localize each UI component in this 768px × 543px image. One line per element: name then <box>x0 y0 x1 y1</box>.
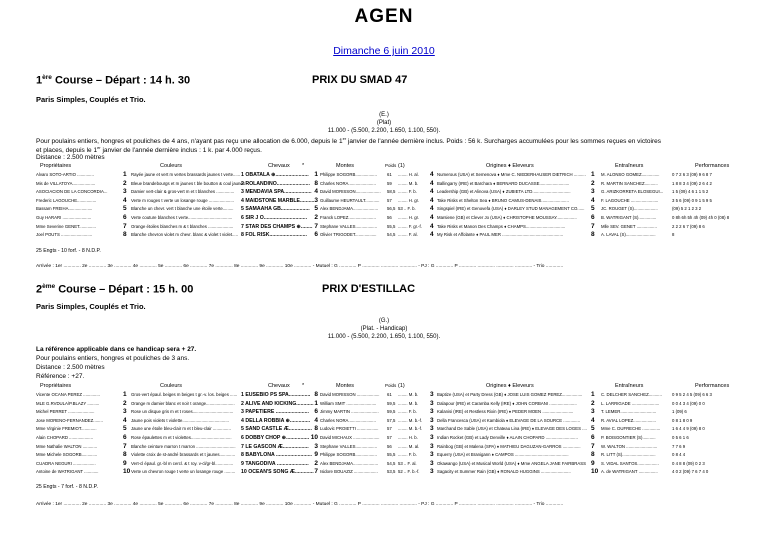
cell-trainer: C. DELCHER SANCHEZ........... <box>601 392 662 397</box>
cell-tn: 8 <box>591 231 595 239</box>
cell-cn: 8 <box>314 391 318 398</box>
cell-n: 7 <box>123 222 127 230</box>
cell-cn: 6 <box>314 231 318 239</box>
cell-perf: 2 2 2 6 7 (09) 8 6 <box>672 223 705 229</box>
cell-origins: Baptize (USA) et Party Dress (GB) ♦ JOSE LUIS GOMEZ PEREZ................. <box>437 392 583 397</box>
cell-jockey: Ludovic PROIETTI .................. <box>320 426 379 432</box>
cell-colors: Rose un disque gris m et t roses.................................. <box>131 409 234 415</box>
table-row <box>0 425 768 433</box>
cell-origins: Dalapour (IRE) et Caramba Kelly (IRE) ♦ JOHN CORBANI ....................... <box>437 400 577 406</box>
cell-owner: Mis de VILLATOYA................... <box>36 180 96 186</box>
cell-trainer: S. VIDAL SANTOS.................. <box>601 460 659 466</box>
c2-hdr-one: (1) <box>398 383 405 389</box>
course1-bets: Paris Simples, Couplés et Trio. <box>36 95 146 104</box>
cell-tn: 4 <box>591 196 595 204</box>
cell-perf: 8 <box>672 232 675 238</box>
cell-jockey: Charles NORA....................... <box>320 417 376 423</box>
cell-owner: Mme Severine GENET.............. <box>36 223 96 229</box>
cell-poids: 54,5 <box>387 232 396 238</box>
cell-colors: Orange m damier blanc et noir t orange........................ <box>131 400 235 406</box>
cell-extra: ........ F. al. <box>398 232 418 238</box>
cell-cn: 4 <box>314 188 318 196</box>
cell-poids: 57,5 <box>387 417 396 423</box>
cell-poids: 54,5 <box>387 460 396 466</box>
cell-n: 3 <box>123 408 127 416</box>
cell-trainer: P. BOISGONTIER (S)........... <box>601 435 656 440</box>
table-row <box>0 231 768 239</box>
cell-on: 3 <box>430 468 434 476</box>
course1-prix: PRIX DU SMAD 47 <box>312 74 408 86</box>
cell-extra: ........ M. b. <box>398 400 419 406</box>
cell-tn: 3 <box>591 188 595 196</box>
cell-cn: 5 <box>314 205 318 213</box>
cell-jockey: Franck LOPEZ....................... <box>320 215 376 220</box>
course1-distance: Distance : 2.500 mètres <box>36 154 105 161</box>
cell-trainer: JC. ROUGET (S).................... <box>601 206 658 212</box>
cell-horse: 6 SIR J O.............................. <box>241 215 308 221</box>
table-row <box>0 171 768 179</box>
cell-extra: 53 .. F. b. <box>398 206 416 212</box>
c1-hdr-montes: Montes <box>336 163 355 169</box>
cell-on: 4 <box>430 188 434 196</box>
course1-heading: 1ère Course – Départ : 14 h. 30 <box>36 74 191 87</box>
cell-cn: 3 <box>314 442 318 450</box>
c2-hdr-couleurs: Couleurs <box>160 383 183 389</box>
cell-colors: Blanche ceinture marron t marron ................................. <box>131 443 236 449</box>
cell-jockey: Stephane VALLES.................. <box>320 443 378 449</box>
cell-tn: 1 <box>591 391 595 398</box>
cell-cn: 7 <box>314 468 318 476</box>
c1-hdr-star: * <box>302 163 305 169</box>
cell-colors: Rose épaulettes m et t violettes.................................. <box>131 435 232 440</box>
cell-jockey: David MORISSON ................... <box>320 392 380 397</box>
cell-owner: Joel POUTS .......................... <box>36 232 93 238</box>
cell-origins: Leadership (GB) et Alinova (USA) ♦ ZUBIETA LTD................................ <box>437 189 571 195</box>
cell-origins: Sagacity et Summer Rain (GB) ♦ RONALD HUGGINS ......................... <box>437 469 571 475</box>
c2-hdr-origines: Origines ♦ Eleveurs <box>486 383 534 389</box>
cell-tn: 5 <box>591 205 595 213</box>
cell-n: 1 <box>123 171 127 178</box>
cell-extra: ........ H. b. <box>398 435 418 440</box>
cell-trainer: Mlle SEV. GENET ................. <box>601 223 657 229</box>
cell-n: 8 <box>123 231 127 239</box>
cell-on: 4 <box>430 231 434 239</box>
cell-n: 7 <box>123 442 127 450</box>
c1-hdr-one: (1) <box>398 163 405 169</box>
cell-horse: 8 FOL RISK.......................... <box>241 232 307 239</box>
cell-colors: Damier vert-clair & gros-vert m et t blanches ............... <box>131 189 235 195</box>
cell-trainer: Mme C. DUFRECHE ............... <box>601 426 661 432</box>
course2-distance: Distance : 2.500 mètres <box>36 364 105 371</box>
course1-allocation: 11.000 - (5.500, 2.200, 1.650, 1.100, 550). <box>327 128 441 134</box>
cell-trainer: R. LITT (S)............................ <box>601 452 656 458</box>
course2-conditions-1: La référence applicable dans ce handicap sera + 27. <box>36 346 197 353</box>
table-row <box>0 188 768 196</box>
cell-on: 3 <box>430 459 434 467</box>
cell-on: 3 <box>430 434 434 441</box>
c1-hdr-proprietaires: Propriétaires <box>40 163 72 169</box>
cell-cn: 2 <box>314 214 318 221</box>
cell-extra: 52 .. F. b.-f. <box>398 469 420 475</box>
cell-tn: 9 <box>591 459 595 467</box>
cell-horse: 7 STAR DES CHAMPS ⊕........ <box>241 223 313 230</box>
cell-poids: 58,5 <box>387 189 396 195</box>
cell-colors: Bleue brandebourgs et m jaunes t ble boutton & coul jaunes <box>131 180 245 186</box>
cell-cn: 1 <box>314 399 318 407</box>
cell-origins: Singspiel (IRE) et Genovefa (USA) ♦ DARLEY STUD MANAGEMENT CO...... <box>437 206 585 212</box>
cell-colors: Jaune une étoile bleu-clair m et t bleu-clair ............... <box>131 426 231 432</box>
cell-horse: 4 MAIDSTONE MARBLE.......... <box>241 197 315 204</box>
cell-trainer: B. WATRIGANT (S)............... <box>601 215 657 220</box>
table-row <box>0 434 768 442</box>
cell-perf: (09) 5 2 1 2 3 2 <box>672 206 702 212</box>
cell-owner: Vicente OCANA PEREZ .............. <box>36 392 100 397</box>
cell-n: 4 <box>123 416 127 424</box>
c2-hdr-performances: Performances <box>695 383 730 389</box>
cell-owner: Mme Nathalie WALTON ............ <box>36 443 98 449</box>
cell-origins: Take Risks et Shelton Sea ♦ BRUNO CAMUS-DENAIS....................... <box>437 197 569 203</box>
cell-tn: 2 <box>591 179 595 187</box>
cell-colors: Blanche un chevr. vert t blanche une étoile verte......... <box>131 206 234 212</box>
cell-colors: Blanche chevron violet m chevr. blanc & violet t violet..... <box>131 232 238 238</box>
cell-poids: 56,5 <box>387 206 396 212</box>
cell-owner: Alvaro SOTO-ARTIO .............. <box>36 172 94 177</box>
cell-trainer: W. WALTON .......................... <box>601 443 658 449</box>
c2-hdr-montes: Montes <box>336 383 355 389</box>
course2-engages: 25 Engts - 7 forf. - 8 N.D.P. <box>36 484 98 490</box>
table-row <box>0 417 768 425</box>
table-row <box>0 408 768 416</box>
cell-jockey: Philippe SOGORB.................. <box>320 452 377 458</box>
cell-perf: 0 8 4 4 <box>672 452 686 458</box>
cell-horse: 3 PAPETIERE ....................... <box>241 409 309 416</box>
cell-owner: CUADRA NEGURI ................... <box>36 460 96 466</box>
cell-origins: Marsiene (GB) et Clever Jo (USA) ♦ CHRISTOPHE MOUSSAY................. <box>437 215 577 220</box>
cell-colors: Jaune pois violets t violette....................................... <box>131 417 229 423</box>
c1-hdr-entraineurs: Entraîneurs <box>615 163 644 169</box>
cell-poids: 56 <box>387 215 392 220</box>
cell-origins: Ballingarry (IRE) et Barchara ♦ BERNARD DUCASSE......................... <box>437 180 570 186</box>
table-row <box>0 451 768 459</box>
cell-poids: 57 <box>387 197 392 203</box>
cell-extra: 53 .. F. al. <box>398 460 417 466</box>
cell-n: 2 <box>123 179 127 187</box>
c2-hdr-proprietaires: Propriétaires <box>40 383 72 389</box>
course2-conditions-2: Pour poulains entiers, hongres et pouliches de 3 ans. <box>36 355 190 362</box>
cell-cn: 7 <box>314 222 318 230</box>
cell-origins: My Risk et Affolante ♦ PAUL MER ................................................... <box>437 232 564 238</box>
cell-horse: 2 ROLANDINO....................... <box>241 180 310 187</box>
cell-cn: 1 <box>314 171 318 178</box>
cell-jockey: Philippe SOGORB.................. <box>320 172 377 177</box>
cell-perf: 0 0 4 3 4 (09) 0 0 <box>672 400 705 406</box>
cell-jockey: Charles NORA....................... <box>320 180 376 186</box>
cell-on: 4 <box>430 179 434 187</box>
cell-trainer: T. LEMER.............................. <box>601 409 657 415</box>
cell-origins: Okawango (USA) et Musical World (USA) ♦ Mme ANGELA JANE FAIRBRASS <box>437 460 586 466</box>
cell-trainer: F. LAGOUCHE ....................... <box>601 197 659 203</box>
cell-poids: 59,5 <box>387 400 396 406</box>
cell-extra: ........ F. b. <box>398 189 417 195</box>
cell-poids: 59,5 <box>387 409 396 415</box>
cell-poids: 55,5 <box>387 223 396 229</box>
cell-perf: 0 5 6 1 6 <box>672 435 689 440</box>
cell-cn: 6 <box>314 408 318 416</box>
c1-hdr-performances: Performances <box>695 163 730 169</box>
cell-on: 3 <box>430 425 434 433</box>
c2-hdr-star: * <box>302 383 305 389</box>
cell-horse: 2 ALIVE AND KICKING............ <box>241 400 314 407</box>
table-row <box>0 391 768 399</box>
cell-perf: 0 7 2 6 3 (09) 9 6 8 7 <box>672 172 712 177</box>
cell-tn: 4 <box>591 416 595 424</box>
cell-on: 3 <box>430 399 434 407</box>
cell-extra: ........ M. al. <box>398 443 420 449</box>
table-row <box>0 214 768 222</box>
course1-conditions-1: Pour poulains entiers, hongres et pouliches de 4 ans, n'ayant pas reçu une allocation de 6.000, depuis le 1er janvier de l'année dernière inclus. Poids : 56 k. Surcharges accumulées pour les sommes reçues en victoires <box>36 136 661 146</box>
c1-hdr-origines: Origines ♦ Eleveurs <box>486 163 534 169</box>
cell-tn: 5 <box>591 425 595 433</box>
cell-owner: Frederic LAGOUCHE................ <box>36 197 97 203</box>
cell-cn: 8 <box>314 425 318 433</box>
cell-extra: ........ M. b.-f. <box>398 426 423 432</box>
cell-horse: 1 EUSEBIO PS SPA............... <box>241 392 311 398</box>
cell-colors: Verte couture blanches t verte..................................... <box>131 215 233 220</box>
cell-n: 4 <box>123 196 127 204</box>
cell-on: 4 <box>430 196 434 204</box>
cell-extra: ........ H. al. <box>398 172 419 177</box>
cell-owner: MLE G.RVDULA/P.BLAZY .......... <box>36 400 100 406</box>
cell-n: 1 <box>123 391 127 398</box>
cell-owner: Mme Michele SOGORB............. <box>36 452 98 458</box>
cell-on: 4 <box>430 171 434 178</box>
cell-owner: Jose MORENO-FERNANDEZ........ <box>36 417 103 423</box>
cell-colors: Orange étoiles blanches m & t blanches ..................... <box>131 223 234 229</box>
cell-extra: ........ F. b. <box>398 452 417 458</box>
cell-extra: ........ M. b. <box>398 392 419 397</box>
cell-origins: Indian Rocket (GB) et Lady Denville ♦ ALAIN CHOPARD ........................... <box>437 435 578 440</box>
cell-tn: 2 <box>591 399 595 407</box>
cell-poids: 56 <box>387 443 392 449</box>
cell-perf: 3 5 6 (09) 0 9 1 5 9 5 <box>672 197 712 203</box>
cell-jockey: Guillaume HEURTAULT............ <box>320 197 380 203</box>
cell-n: 5 <box>123 205 127 213</box>
cell-on: 3 <box>430 442 434 450</box>
c2-hdr-entraineurs: Entraîneurs <box>615 383 644 389</box>
cell-on: 3 <box>430 391 434 398</box>
cell-n: 8 <box>123 451 127 459</box>
cell-owner: Alain CHOPARD .................... <box>36 435 93 440</box>
cell-origins: Rainbog (GB) et Malena (SPA) ♦ MATHIEU DAGUZAN-GARROS ............... <box>437 443 581 449</box>
cell-cn: 9 <box>314 451 318 459</box>
cell-jockey: Isidore BOUAZIZ .................... <box>320 469 378 475</box>
course2-arrivee: Arrivée : 1er ............. 2e ............. 3e ............. 4e ............. 5e ............. 6e ............. 7e ............. 8e ............. 9e ............. 10e ............. - Mutuel : G ............. P ............. ............. ............. - PJ : G ............. P ............. ............. ............. ............. - Trio ............. <box>36 502 564 507</box>
cell-trainer: M. ALONSO GOMEZ............... <box>601 172 660 177</box>
cell-poids: 55,5 <box>387 452 396 458</box>
course2-heading: 2ème Course – Départ : 15 h. 00 <box>36 283 194 296</box>
cell-owner: ASOCIACION DE LA CONCORDIA... <box>36 189 108 195</box>
cell-horse: 3 MENDAVIA SPA................... <box>241 189 312 196</box>
course2-allocation: 11.000 - (5.500, 2.200, 1.650, 1.100, 550). <box>327 334 441 340</box>
cell-trainer: R. AVIAL LOPEZ................... <box>601 417 656 423</box>
cell-horse: 4 DELLA ROBBIA ⊕.............. <box>241 417 311 424</box>
c1-hdr-chevaux: Chevaux <box>268 163 290 169</box>
cell-perf: 4 0 2 (09) 7 6 7 4 0 <box>672 469 709 475</box>
cell-poids: 61 <box>387 172 392 177</box>
course2-type: (Plat. - Handicap) <box>360 326 408 332</box>
cell-colors: Verte un chevron rouge t verte un losange rouge ......... <box>131 469 236 475</box>
cell-origins: Kalanisi (IRE) et Restless Rixin (IRE) ♦ PEDER MOEN .......................... <box>437 409 574 415</box>
cell-owner: Michel PERRET ...................... <box>36 409 95 415</box>
cell-n: 9 <box>123 459 127 467</box>
cell-on: 3 <box>430 416 434 424</box>
cell-on: 4 <box>430 222 434 230</box>
cell-horse: 7 LE GASCON Æ.................. <box>241 443 309 450</box>
cell-jockey: Jimmy MARTIN ....................... <box>320 409 379 415</box>
cell-colors: Rayée jaune et vert m vertes brassards jaunes t verte...... <box>131 172 241 177</box>
cell-trainer: L. LARRIGADE ....................... <box>601 400 660 406</box>
table-row <box>0 468 768 476</box>
meeting-city: AGEN <box>354 6 414 27</box>
course2-prix: PRIX D'ESTILLAC <box>322 283 416 295</box>
cell-trainer: R. MARTIN SANCHEZ........... <box>601 180 658 186</box>
table-row <box>0 443 768 451</box>
cell-poids: 57 <box>387 435 392 440</box>
table-row <box>0 205 768 213</box>
cell-tn: 10 <box>591 468 599 476</box>
table-row <box>0 460 768 468</box>
cell-n: 3 <box>123 188 127 196</box>
cell-tn: 6 <box>591 434 595 441</box>
cell-poids: 57 <box>387 426 392 432</box>
cell-tn: 6 <box>591 214 595 221</box>
cell-extra: ........ H. gr. <box>398 215 420 220</box>
cell-tn: 7 <box>591 442 595 450</box>
course1-type: (Plat) <box>376 120 392 126</box>
c1-hdr-couleurs: Couleurs <box>160 163 183 169</box>
cell-tn: 3 <box>591 408 595 416</box>
table-row <box>0 197 768 205</box>
cell-extra: ........ F. b. <box>398 409 417 415</box>
cell-trainer: G. ARIZKORRETA ELOSEGUI... <box>601 189 664 195</box>
cell-trainer: A. de WATRIGANT ................ <box>601 469 658 475</box>
cell-jockey: David MORISSON..................... <box>320 189 381 195</box>
course1-engages: 25 Engts - 10 forf. - 8 N.D.P. <box>36 248 101 254</box>
cell-extra: ........ F. gr.-f. <box>398 223 422 229</box>
cell-owner: Guy HARARI ........................ <box>36 215 92 220</box>
cell-owner: Bassam FREIHA.................... <box>36 206 93 212</box>
cell-origins: Marchand De Sable (USA) et Chateau Lina (IRE) ♦ ELEVAGE DES LOGES .... <box>437 426 587 432</box>
table-row <box>0 400 768 408</box>
cell-origins: Della Francesca (USA) et Kambiola ♦ ELEVAGE DE LA SOURCE .............. <box>437 417 581 423</box>
cell-horse: 6 DOBBY CHOP ⊕................ <box>241 435 310 441</box>
course2-reference: Référence : +27. <box>36 373 85 380</box>
cell-poids: 61 <box>387 392 392 397</box>
table-row <box>0 223 768 231</box>
cell-n: 6 <box>123 214 127 221</box>
meeting-date[interactable]: Dimanche 6 juin 2010 <box>333 45 435 57</box>
cell-poids: 53,5 <box>387 469 396 475</box>
course2-code: (G.) <box>378 318 390 324</box>
cell-perf: 1 8 8 3 4 (09) 2 6 4 2 <box>672 180 712 186</box>
cell-horse: 5 SAMAAHA GB.................... <box>241 206 310 213</box>
cell-jockey: William SMIT ......................... <box>320 400 377 406</box>
cell-n: 2 <box>123 399 127 407</box>
cell-cn: 3 <box>314 196 318 204</box>
cell-perf: 0 9 5 2 4 5 (09) 6 6 3 <box>672 392 712 397</box>
cell-n: 6 <box>123 434 127 441</box>
cell-on: 4 <box>430 214 434 221</box>
course1-conditions-2: et places, depuis le 1er janvier de l'année dernière inclus : 1 k. par 4.000 reçus. <box>36 145 262 155</box>
cell-horse: 8 BABYLONA ......................... <box>241 452 313 459</box>
cell-colors: Violette croix de st-andré brassards et t jaunes............. <box>131 452 236 458</box>
course2-bets: Paris Simples, Couplés et Trio. <box>36 302 146 311</box>
cell-extra: ........ M. b.-f. <box>398 417 423 423</box>
c2-hdr-poids: Poids <box>385 383 397 388</box>
course1-arrivee: Arrivée : 1er ............. 2e ............. 3e ............. 4e ............. 5e ............. 6e ............. 7e ............. 8e ............. 9e ............. 10e ............. - Mutuel : G ............. P ............. ............. ............. - PJ : G ............. P ............. ............. ............. ............. - Trio ............. <box>36 264 564 269</box>
cell-horse: 9 TANGODIVA ...................... <box>241 460 309 467</box>
cell-cn: 10 <box>310 434 318 441</box>
cell-on: 4 <box>430 205 434 213</box>
cell-colors: Vert-cl épaul. gr.-bl m cercl. & t roy. v-cl/gr-bl............... <box>131 460 234 466</box>
cell-cn: 2 <box>314 459 318 467</box>
cell-owner: Antoine de WATRIGANT ............ <box>36 469 99 475</box>
cell-perf: 7 7 6 9 <box>672 443 686 449</box>
cell-jockey: Alex BENDJAMA..................... <box>320 460 379 466</box>
cell-n: 10 <box>123 468 131 476</box>
cell-colors: Gros-vert épaul. beiges m beiges t gr.-v. los. beiges ...... <box>131 392 238 397</box>
cell-tn: 1 <box>591 171 595 178</box>
cell-perf: 1 6 4 4 9 (09) 8 0 <box>672 426 705 432</box>
cell-origins: Numerous (USA) et Semenova ♦ Mme C. NIEDERHAUSER DIETRICH .......... <box>437 172 586 177</box>
cell-owner: Mme Virginie FREMIOT............. <box>36 426 97 432</box>
cell-cn: 8 <box>314 179 318 187</box>
cell-horse: 1 OBATALA ⊕....................... <box>241 172 309 178</box>
cell-jockey: Stephane VALLES.................. <box>320 223 378 229</box>
cell-jockey: David MICHAUX ...................... <box>320 435 380 440</box>
cell-perf: 1 5 (09) 4 6 1 1 5 2 <box>672 189 709 195</box>
cell-jockey: Alex BENDJAMA..................... <box>320 206 379 212</box>
cell-on: 3 <box>430 451 434 459</box>
cell-tn: 7 <box>591 222 595 230</box>
cell-perf: 0 4 8 8 (09) 0 2 3 <box>672 460 705 466</box>
cell-on: 3 <box>430 408 434 416</box>
cell-n: 5 <box>123 425 127 433</box>
table-row <box>0 180 768 188</box>
cell-cn: 4 <box>314 416 318 424</box>
c2-hdr-chevaux: Chevaux <box>268 383 290 389</box>
cell-extra: ........ H. gr. <box>398 197 420 203</box>
c1-hdr-poids: Poids <box>385 163 397 168</box>
cell-tn: 8 <box>591 451 595 459</box>
cell-horse: 10 OCEAN'S SONG Æ............. <box>241 469 314 476</box>
cell-horse: 5 SAND CASTLE Æ................ <box>241 426 312 433</box>
cell-origins: Take Risks et Manon Des Champs ♦ CHAMPS................................. <box>437 223 566 229</box>
cell-colors: Verte m rouges t verte un losange rouge ..................... <box>131 197 234 203</box>
cell-trainer: A. LAVAL (S)......................... <box>601 232 656 238</box>
cell-origins: Equerry (USA) et Branigann ♦ CAMPOS ............................................. <box>437 452 569 458</box>
cell-jockey: Olivier TRIGODET.................. <box>320 232 377 238</box>
course1-code: (E.) <box>379 112 389 118</box>
cell-perf: 1 (09) 6 <box>672 409 687 415</box>
cell-perf: 0 8 1 8 0 9 <box>672 417 693 423</box>
cell-extra: ........ M. b. <box>398 180 419 186</box>
cell-perf: 0 8h 6h 5h 4h (09) 4h 0 (08) 8 <box>672 215 730 220</box>
cell-poids: 59 <box>387 180 392 186</box>
